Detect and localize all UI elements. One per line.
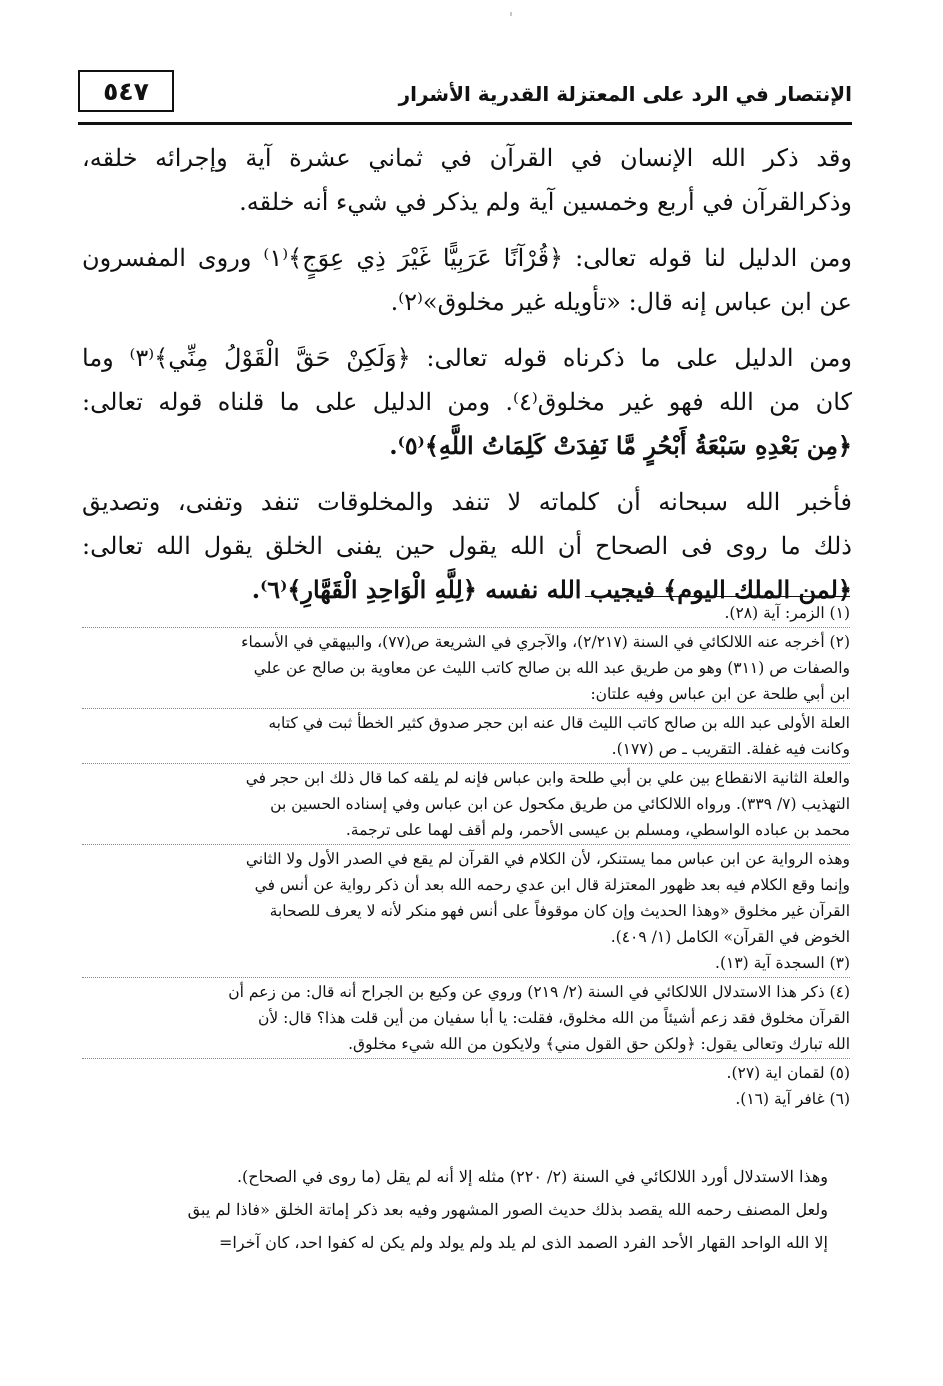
quran-verse-line: ﴿لمن الملك اليوم﴾ فيجيب الله نفسه ﴿لِلَّهِ الْوَاحِدِ الْقَهَّارِ﴾⁽٦⁾. [251, 575, 852, 604]
footnote-line: (٦) غافر آية (١٦). [735, 1090, 850, 1108]
footnote-separator [585, 596, 850, 597]
footnote-divider [82, 627, 850, 628]
text-line: وذكرالقرآن في أربع وخمسين آية ولم يذكر في شيء أنه خلقه. [239, 188, 852, 216]
text-line: عن ابن عباس إنه قال: «تأويله غير مخلوق»⁽٢⁾. [390, 288, 852, 316]
footnote-line: العلة الأولى عبد الله بن صالح كاتب الليث قال عنه ابن حجر صدوق كثير الخطأ ثبت في كتابه [268, 714, 850, 732]
text-line: كان من الله فهو غير مخلوق⁽٤⁾. ومن الدليل على ما قلناه قوله تعالى: [82, 388, 852, 416]
paragraph [82, 236, 852, 324]
footnote-3 [82, 950, 850, 976]
footnote-divider [82, 708, 850, 709]
paragraph [82, 136, 852, 224]
text-line: وقد ذكر الله الإنسان في القرآن في ثماني عشرة آية وإجرائه خلقه، [82, 144, 852, 172]
footnote-divider [82, 977, 850, 978]
footnote-6-continuation [82, 1160, 828, 1259]
footnote-2-remark [82, 846, 850, 950]
footnote-divider [82, 1058, 850, 1059]
footnote-5 [82, 1060, 850, 1086]
footnote-line: وكانت فيه غفلة. التقريب ـ ص (١٧٧). [611, 740, 850, 758]
footnote-line: التهذيب (٧/ ٣٣٩). ورواه اللالكائي من طريق مكحول عن ابن عباس وفي إسناده الحسين بن [270, 795, 850, 813]
scan-mark [510, 12, 512, 16]
note-line: ولعل المصنف رحمه الله يقصد بذلك حديث الصور المشهور وفيه بعد ذكر إماتة الخلق «فاذا لم يبق [187, 1200, 828, 1219]
footnote-line: (٣) السجدة آية (١٣). [715, 954, 850, 972]
footnote-line: الله تبارك وتعالى يقول: ﴿ولكن حق القول مني﴾ ولايكون من الله شيء مخلوق. [348, 1035, 850, 1053]
footnote-line: الخوض في القرآن» الكامل (١/ ٤٠٩). [610, 928, 850, 946]
footnote-divider [82, 844, 850, 845]
footnote-divider [82, 763, 850, 764]
footnote-line: (١) الزمر: آية (٢٨). [724, 604, 850, 622]
footnote-line: (٢) أخرجه عنه اللالكائي في السنة (٢/٢١٧)، والآجري في الشريعة ص(٧٧)، والبيهقي في الأسماء [241, 633, 850, 651]
page-header [78, 66, 852, 125]
footnote-line: محمد بن عباده الواسطي، ومسلم بن عيسى الأحمر، ولم أقف لهما على ترجمة. [345, 821, 850, 839]
footnote-line: (٥) لقمان اية (٢٧). [726, 1064, 850, 1082]
footnote-2 [82, 629, 850, 707]
footnote-line: القرآن غير مخلوق «وهذا الحديث وإن كان موقوفاً على أنس فهو منكر لأنه لا يعرف للصحابة [269, 902, 850, 920]
footnote-line: (٤) ذكر هذا الاستدلال اللالكائي في السنة (٢/ ٢١٩) وروي عن وكيع بن الجراح أنه قال: من زعم أن [228, 983, 850, 1001]
footnote-2-cause-2 [82, 765, 850, 843]
page-number: ٥٤٧ [78, 70, 174, 112]
quran-verse-line: ﴿مِن بَعْدِهِ سَبْعَةُ أَبْحُرٍ مَّا نَفِدَتْ كَلِمَاتُ اللَّهِ﴾⁽٥⁾. [389, 431, 852, 460]
footnote-6 [82, 1086, 850, 1112]
text-line: فأخبر الله سبحانه أن كلماته لا تنفد والمخلوقات تنفد وتفنى، وتصديق [82, 488, 852, 516]
text-line: ومن الدليل على ما ذكرناه قوله تعالى: ﴿وَلَكِنْ حَقَّ الْقَوْلُ مِنِّي﴾⁽٣⁾ وما [82, 344, 852, 372]
text-line: ذلك ما روى فى الصحاح أن الله يقول حين يفنى الخلق يقول الله تعالى: [82, 532, 852, 560]
paragraph [82, 480, 852, 612]
footnote-2-cause-1 [82, 710, 850, 762]
footnote-line: والصفات ص (٣١١) وهو من طريق عبد الله بن صالح كاتب الليث عن معاوية بن صالح عن علي [253, 659, 850, 677]
main-text [82, 136, 852, 624]
footnote-line: القرآن مخلوق فقد زعم أشيئاً من الله مخلوق، فقلت: يا أبا سفيان من أين قلت هذا؟ قال: لأن [258, 1009, 850, 1027]
footnote-line: والعلة الثانية الانقطاع بين علي بن أبي طلحة وابن عباس فإنه لم يلقه كما قال ذلك ابن حجر في [245, 769, 850, 787]
paragraph [82, 336, 852, 468]
footnote-line: ابن أبي طلحة عن ابن عباس وفيه علتان: [590, 685, 850, 703]
footnote-line: وهذه الرواية عن ابن عباس مما يستنكر، لأن الكلام في القرآن لم يقع في الصدر الأول ولا الثاني [245, 850, 850, 868]
footnote-1 [82, 600, 850, 626]
text-line: ومن الدليل لنا قوله تعالى: ﴿قُرْآنًا عَرَبِيًّا غَيْرَ ذِي عِوَجٍ﴾⁽١⁾ وروى المفسرون [82, 244, 852, 272]
footnote-4 [82, 979, 850, 1057]
note-line: إلا الله الواحد القهار الأحد الفرد الصمد الذى لم يلد ولم يولد ولم يكن له كفوا احد، كان آخرا= [219, 1233, 828, 1252]
footnote-line: وإنما وقع الكلام فيه بعد ظهور المعتزلة قال ابن عدي رحمه الله بعد أن ذكر رواية عن أنس في [254, 876, 850, 894]
note-line: وهذا الاستدلال أورد اللالكائي في السنة (٢/ ٢٢٠) مثله إلا أنه لم يقل (ما روى في الصحاح). [236, 1167, 828, 1186]
footnotes [82, 600, 850, 1112]
running-title: الإنتصار في الرد على المعتزلة القدرية الأشرار [398, 82, 852, 106]
